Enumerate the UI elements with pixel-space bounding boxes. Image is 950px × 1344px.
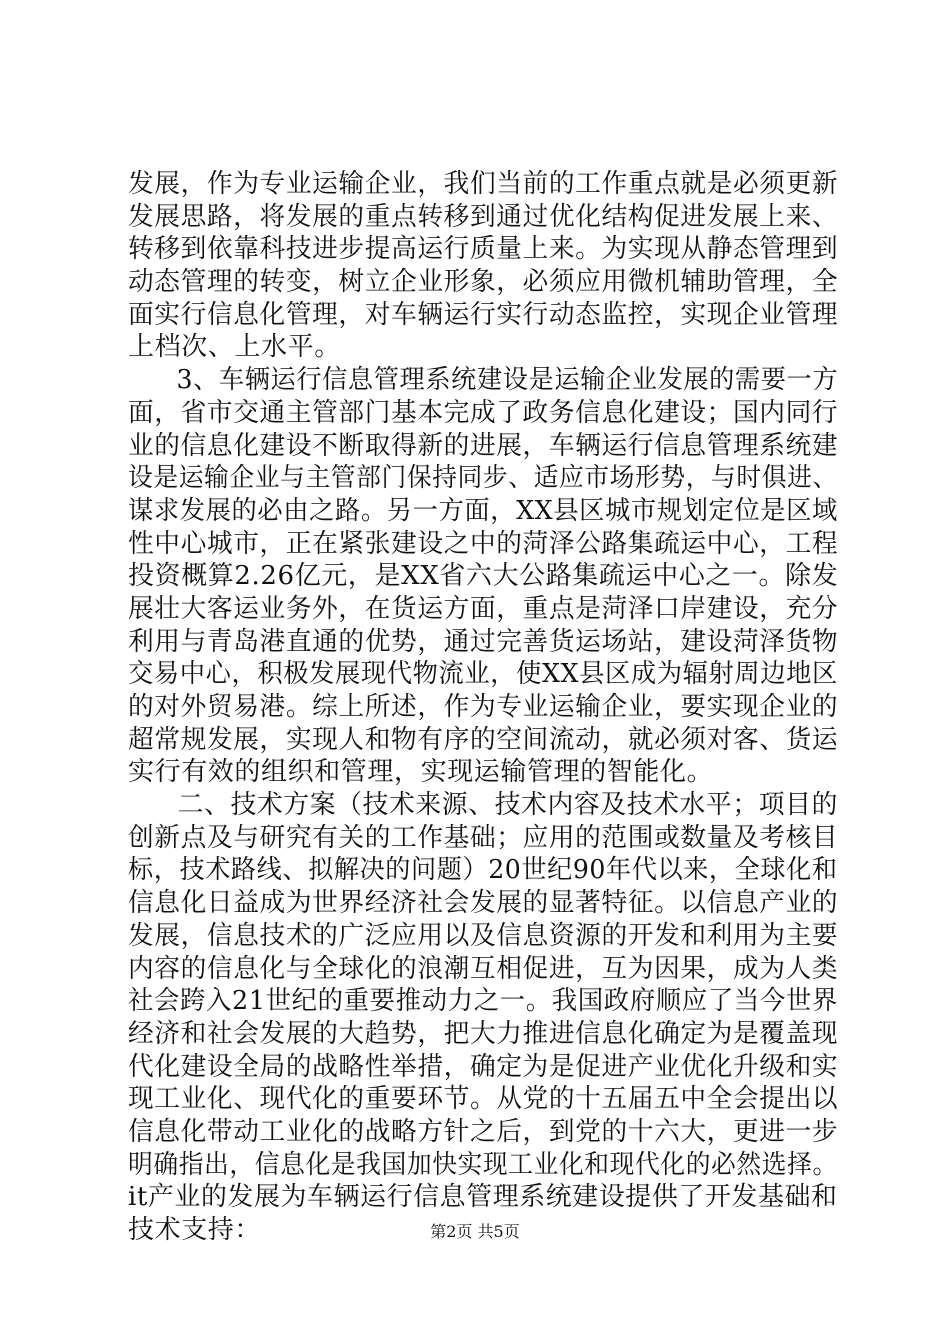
text-line: 创新点及与研究有关的工作基础；应用的范围或数量及考核目 [128, 822, 839, 853]
text-line: 技术支持： [128, 1215, 262, 1245]
text-line: 展壮大客运业务外，在货运方面，重点是菏泽口岸建设，充分 [128, 593, 839, 624]
paragraph-start-line: 二、技术方案（技术来源、技术内容及技术水平；项目的 [177, 790, 839, 821]
text-line: it产业的发展为车辆运行信息管理系统建设提供了开发基础和 [128, 1182, 838, 1213]
text-line: 利用与青岛港直通的优势，通过完善货运场站，建设菏泽货物 [128, 626, 839, 657]
text-line: 明确指出，信息化是我国加快实现工业化和现代化的必然选择。 [128, 1149, 838, 1180]
text-line: 转移到依靠科技进步提高运行质量上来。为实现从静态管理到 [128, 234, 839, 265]
text-line: 设是运输企业与主管部门保持同步、适应市场形势，与时俱进、 [128, 463, 838, 494]
paragraph-start-line: 3、车辆运行信息管理系统建设是运输企业发展的需要一方 [176, 365, 839, 396]
page-footer: 第2页 共5页 [430, 1222, 520, 1241]
text-line: 信息化日益成为世界经济社会发展的显著特征。以信息产业的 [128, 888, 839, 919]
text-line: 交易中心，积极发展现代物流业，使XX县区成为辐射周边地区 [128, 659, 838, 690]
text-line: 代化建设全局的战略性举措，确定为是促进产业优化升级和实 [128, 1051, 839, 1082]
text-line: 面实行信息化管理，对车辆运行实行动态监控，实现企业管理 [128, 299, 839, 330]
text-line: 现工业化、现代化的重要环节。从党的十五届五中全会提出以 [128, 1084, 839, 1115]
text-line: 信息化带动工业化的战略方针之后，到党的十六大，更进一步 [128, 1116, 839, 1147]
text-line: 投资概算2.26亿元，是XX省六大公路集疏运中心之一。除发 [128, 561, 839, 592]
text-line: 经济和社会发展的大趋势，把大力推进信息化确定为是覆盖现 [128, 1018, 839, 1049]
text-line: 业的信息化建设不断取得新的进展，车辆运行信息管理系统建 [128, 430, 839, 461]
text-line: 谋求发展的必由之路。另一方面，XX县区城市规划定位是区域 [128, 495, 838, 526]
text-line: 面，省市交通主管部门基本完成了政务信息化建设；国内同行 [128, 397, 839, 428]
text-line: 的对外贸易港。综上所述，作为专业运输企业，要实现企业的 [128, 692, 839, 722]
text-line: 性中心城市，正在紧张建设之中的菏泽公路集疏运中心，工程 [128, 528, 839, 559]
text-line: 发展，作为专业运输企业，我们当前的工作重点就是必须更新 [128, 169, 839, 199]
text-line: 发展思路，将发展的重点转移到通过优化结构促进发展上来、 [128, 201, 839, 232]
text-line: 发展，信息技术的广泛应用以及信息资源的开发和利用为主要 [128, 920, 839, 951]
text-line: 实行有效的组织和管理，实现运输管理的智能化。 [128, 757, 714, 788]
document-body [128, 168, 838, 1247]
text-line: 上档次、上水平。 [128, 332, 341, 363]
text-line: 动态管理的转变，树立企业形象，必须应用微机辅助管理，全 [128, 267, 839, 298]
text-line: 社会跨入21世纪的重要推动力之一。我国政府顺应了当今世界 [128, 986, 838, 1017]
text-line: 标，技术路线、拟解决的问题）20世纪90年代以来，全球化和 [128, 855, 838, 886]
text-line: 内容的信息化与全球化的浪潮互相促进，互为因果，成为人类 [128, 953, 839, 984]
text-line: 超常规发展，实现人和物有序的空间流动，就必须对客、货运 [128, 724, 839, 755]
